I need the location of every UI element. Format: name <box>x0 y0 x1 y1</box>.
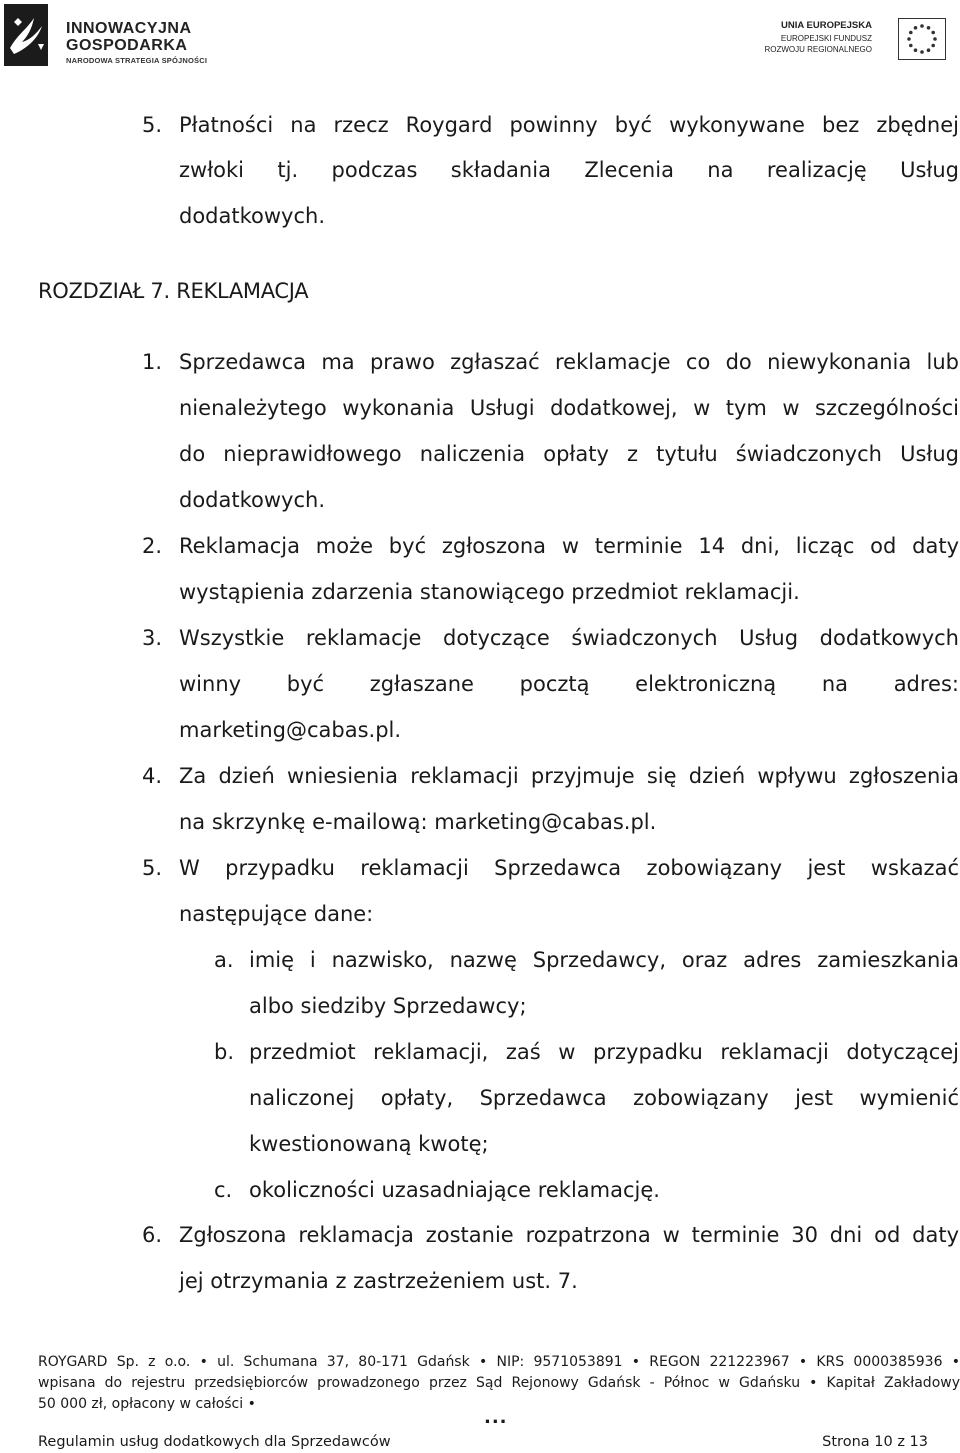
paragraph-line: W przypadku reklamacji Sprzedawca zobowiązany jest wskazać <box>179 856 959 880</box>
footer-capital-info: 50 000 zł, opłacony w całości • <box>38 1396 256 1412</box>
paragraph-line: naliczonej opłaty, Sprzedawca zobowiązany jest wymienić <box>249 1086 959 1110</box>
paragraph-line: albo siedziby Sprzedawcy; <box>249 994 527 1018</box>
sublist-letter: a. <box>214 948 234 972</box>
footer-registry-info: wpisana do rejestru przedsiębiorców prowadzonego przez Sąd Rejonowy Gdańsk - Północ w Gdańsku • Kapitał Zakładowy <box>38 1375 960 1391</box>
paragraph-line: dodatkowych. <box>179 204 326 228</box>
paragraph-line: następujące dane: <box>179 902 374 926</box>
list-number: 3. <box>142 626 163 650</box>
innowacyjna-gospodarka-logo <box>4 4 214 66</box>
list-number: 1. <box>142 350 163 374</box>
paragraph-line: zwłoki tj. podczas składania Zlecenia na realizację Usług <box>179 158 959 182</box>
ue-logo-line2: EUROPEJSKI FUNDUSZ <box>780 34 872 43</box>
footer-document-title: Regulamin usług dodatkowych dla Sprzedawców <box>38 1434 391 1450</box>
paragraph-line: Wszystkie reklamacje dotyczące świadczonych Usług dodatkowych <box>179 626 959 650</box>
logo-text-line3: NARODOWA STRATEGIA SPÓJNOŚCI <box>66 56 208 65</box>
paragraph-line: na skrzynkę e-mailową: marketing@cabas.pl. <box>179 810 657 834</box>
list-number: 6. <box>142 1223 163 1247</box>
ue-logo-line1: UNIA EUROPEJSKA <box>781 20 872 31</box>
footer-company-info: ROYGARD Sp. z o.o. • ul. Schumana 37, 80-171 Gdańsk • NIP: 9571053891 • REGON 221223967 • KRS 0000385936 • <box>38 1354 960 1370</box>
logo-text-line2: GOSPODARKA <box>66 37 188 54</box>
list-number: 2. <box>142 534 163 558</box>
paragraph-line: Za dzień wniesienia reklamacji przyjmuje się dzień wpływu zgłoszenia <box>179 764 959 788</box>
paragraph-line: do nieprawidłowego naliczenia opłaty z tytułu świadczonych Usług <box>179 442 959 466</box>
logo-text-line1: INNOWACYJNA <box>66 20 192 37</box>
paragraph-line: marketing@cabas.pl. <box>179 718 402 742</box>
paragraph-line: winny być zgłaszane pocztą elektroniczną na adres: <box>179 672 959 696</box>
paragraph-line: Sprzedawca ma prawo zgłaszać reklamacje co do niewykonania lub <box>179 350 959 374</box>
paragraph-line: wystąpienia zdarzenia stanowiącego przedmiot reklamacji. <box>179 580 800 604</box>
footer-page-number: Strona 10 z 13 <box>822 1434 928 1450</box>
paragraph-line: Płatności na rzecz Roygard powinny być wykonywane bez zbędnej <box>179 113 959 137</box>
unia-europejska-logo <box>762 14 956 66</box>
sublist-letter: b. <box>214 1040 235 1064</box>
paragraph-line: przedmiot reklamacji, zaś w przypadku reklamacji dotyczącej <box>249 1040 959 1064</box>
paragraph-line: jej otrzymania z zastrzeżeniem ust. 7. <box>179 1269 578 1293</box>
list-number: 5. <box>142 856 163 880</box>
sublist-letter: c. <box>214 1178 233 1202</box>
list-number: 5. <box>142 113 163 137</box>
eu-flag-icon <box>898 18 946 60</box>
paragraph-line: okoliczności uzasadniające reklamację. <box>249 1178 660 1202</box>
ue-logo-line3: ROZWOJU REGIONALNEGO <box>764 45 872 54</box>
paragraph-line: Reklamacja może być zgłoszona w terminie 14 dni, licząc od daty <box>179 534 959 558</box>
section-heading: ROZDZIAŁ 7. REKLAMACJA <box>38 279 309 303</box>
paragraph-line: nienależytego wykonania Usługi dodatkowej, w tym w szczególności <box>179 396 959 420</box>
footer-ellipsis: ... <box>484 1407 508 1428</box>
paragraph-line: kwestionowaną kwotę; <box>249 1132 489 1156</box>
paragraph-line: dodatkowych. <box>179 488 326 512</box>
paragraph-line: Zgłoszona reklamacja zostanie rozpatrzona w terminie 30 dni od daty <box>179 1223 959 1247</box>
list-number: 4. <box>142 764 163 788</box>
innowacyjna-gospodarka-emblem-icon <box>4 4 60 66</box>
paragraph-line: imię i nazwisko, nazwę Sprzedawcy, oraz adres zamieszkania <box>249 948 959 972</box>
